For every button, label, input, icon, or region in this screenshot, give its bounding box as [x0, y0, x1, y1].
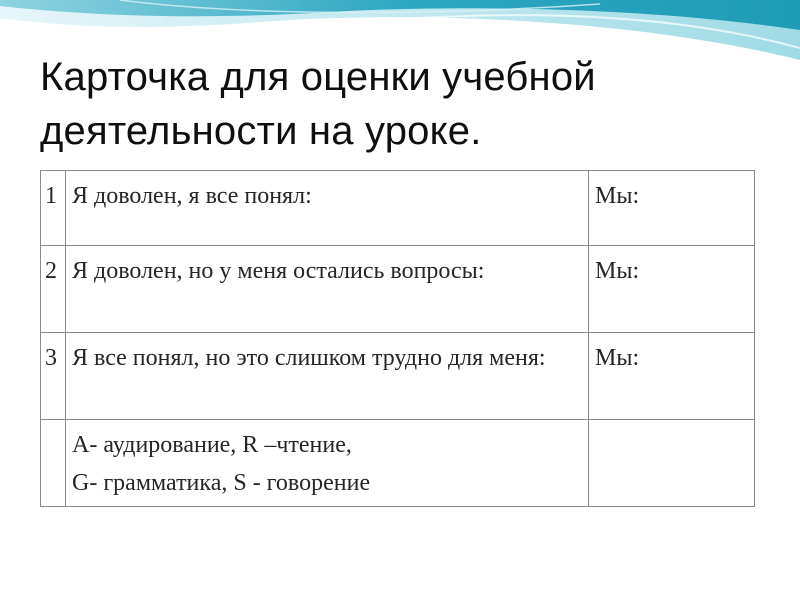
slide-title-line-1: Карточка для оценки учебной [40, 55, 596, 99]
legend-line-2: G- грамматика, S - говорение [72, 470, 371, 496]
row-number-empty [41, 420, 66, 507]
table-row-legend [41, 420, 755, 507]
table-row [41, 171, 755, 246]
row-number: 2 [41, 246, 66, 333]
legend-cell [66, 420, 589, 507]
row-statement: Я все понял, но это слишком трудно для меня: [66, 333, 589, 420]
row-answer: Мы: [589, 333, 755, 420]
row-number: 3 [41, 333, 66, 420]
row-statement: Я доволен, но у меня остались вопросы: [66, 246, 589, 333]
row-statement: Я доволен, я все понял: [66, 171, 589, 246]
row-answer: Мы: [589, 246, 755, 333]
row-number: 1 [41, 171, 66, 246]
row-answer-empty [589, 420, 755, 507]
row-answer: Мы: [589, 171, 755, 246]
slide-title-line-2: деятельности на уроке. [40, 109, 482, 153]
evaluation-table [40, 170, 755, 507]
legend-line-1: А- аудирование, R –чтение, [72, 432, 352, 458]
table-row [41, 246, 755, 333]
slide-title [40, 50, 780, 158]
table-row [41, 333, 755, 420]
